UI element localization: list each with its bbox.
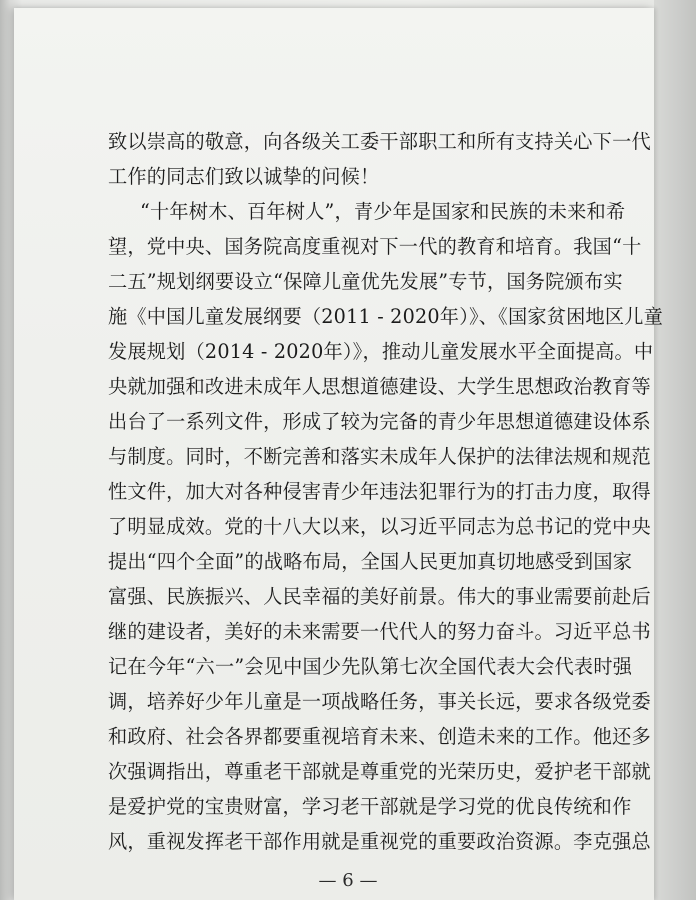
scan-right-edge	[654, 0, 696, 900]
text-line: 性文件，加大对各种侵害青少年违法犯罪行为的打击力度，取得	[108, 480, 651, 503]
body-text	[90, 124, 664, 859]
text-line: 二五”规划纲要设立“保障儿童优先发展”专节，国务院颁布实	[108, 270, 623, 293]
text-line: 望，党中央、国务院高度重视对下一代的教育和培育。我国“十	[108, 235, 642, 258]
text-line: 施《中国儿童发展纲要（2011 - 2020年）》、《国家贫困地区儿童	[108, 305, 664, 328]
text-line: 调，培养好少年儿童是一项战略任务，事关长远，要求各级党委	[108, 690, 651, 713]
text-line: 与制度。同时，不断完善和落实未成年人保护的法律法规和规范	[108, 445, 651, 468]
text-line: 提出“四个全面”的战略布局，全国人民更加真切地感受到国家	[108, 550, 633, 573]
text-line: 工作的同志们致以诚挚的问候！	[108, 165, 380, 188]
text-line: 了明显成效。党的十八大以来，以习近平同志为总书记的党中央	[108, 515, 651, 538]
text-line: 次强调指出，尊重老干部就是尊重党的光荣历史，爱护老干部就	[108, 760, 651, 783]
text-line: “十年树木、百年树人”，青少年是国家和民族的未来和希	[140, 200, 626, 223]
text-line: 记在今年“六一”会见中国少先队第七次全国代表大会代表时强	[108, 655, 633, 678]
text-line: 富强、民族振兴、人民幸福的美好前景。伟大的事业需要前赴后	[108, 585, 651, 608]
text-line: 继的建设者，美好的未来需要一代代人的努力奋斗。习近平总书	[108, 620, 651, 643]
text-line: 和政府、社会各界都要重视培育未来、创造未来的工作。他还多	[108, 725, 651, 748]
text-line: 发展规划（2014 - 2020年）》，推动儿童发展水平全面提高。中	[108, 340, 654, 363]
page-number: — 6 —	[318, 870, 378, 891]
text-line: 致以崇高的敬意，向各级关工委干部职工和所有支持关心下一代	[108, 130, 651, 153]
text-line: 风，重视发挥老干部作用就是重视党的重要政治资源。李克强总	[108, 830, 651, 853]
text-line: 央就加强和改进未成年人思想道德建设、大学生思想政治教育等	[108, 375, 651, 398]
text-line: 是爱护党的宝贵财富，学习老干部就是学习党的优良传统和作	[108, 795, 632, 818]
text-line: 出台了一系列文件，形成了较为完备的青少年思想道德建设体系	[108, 410, 651, 433]
